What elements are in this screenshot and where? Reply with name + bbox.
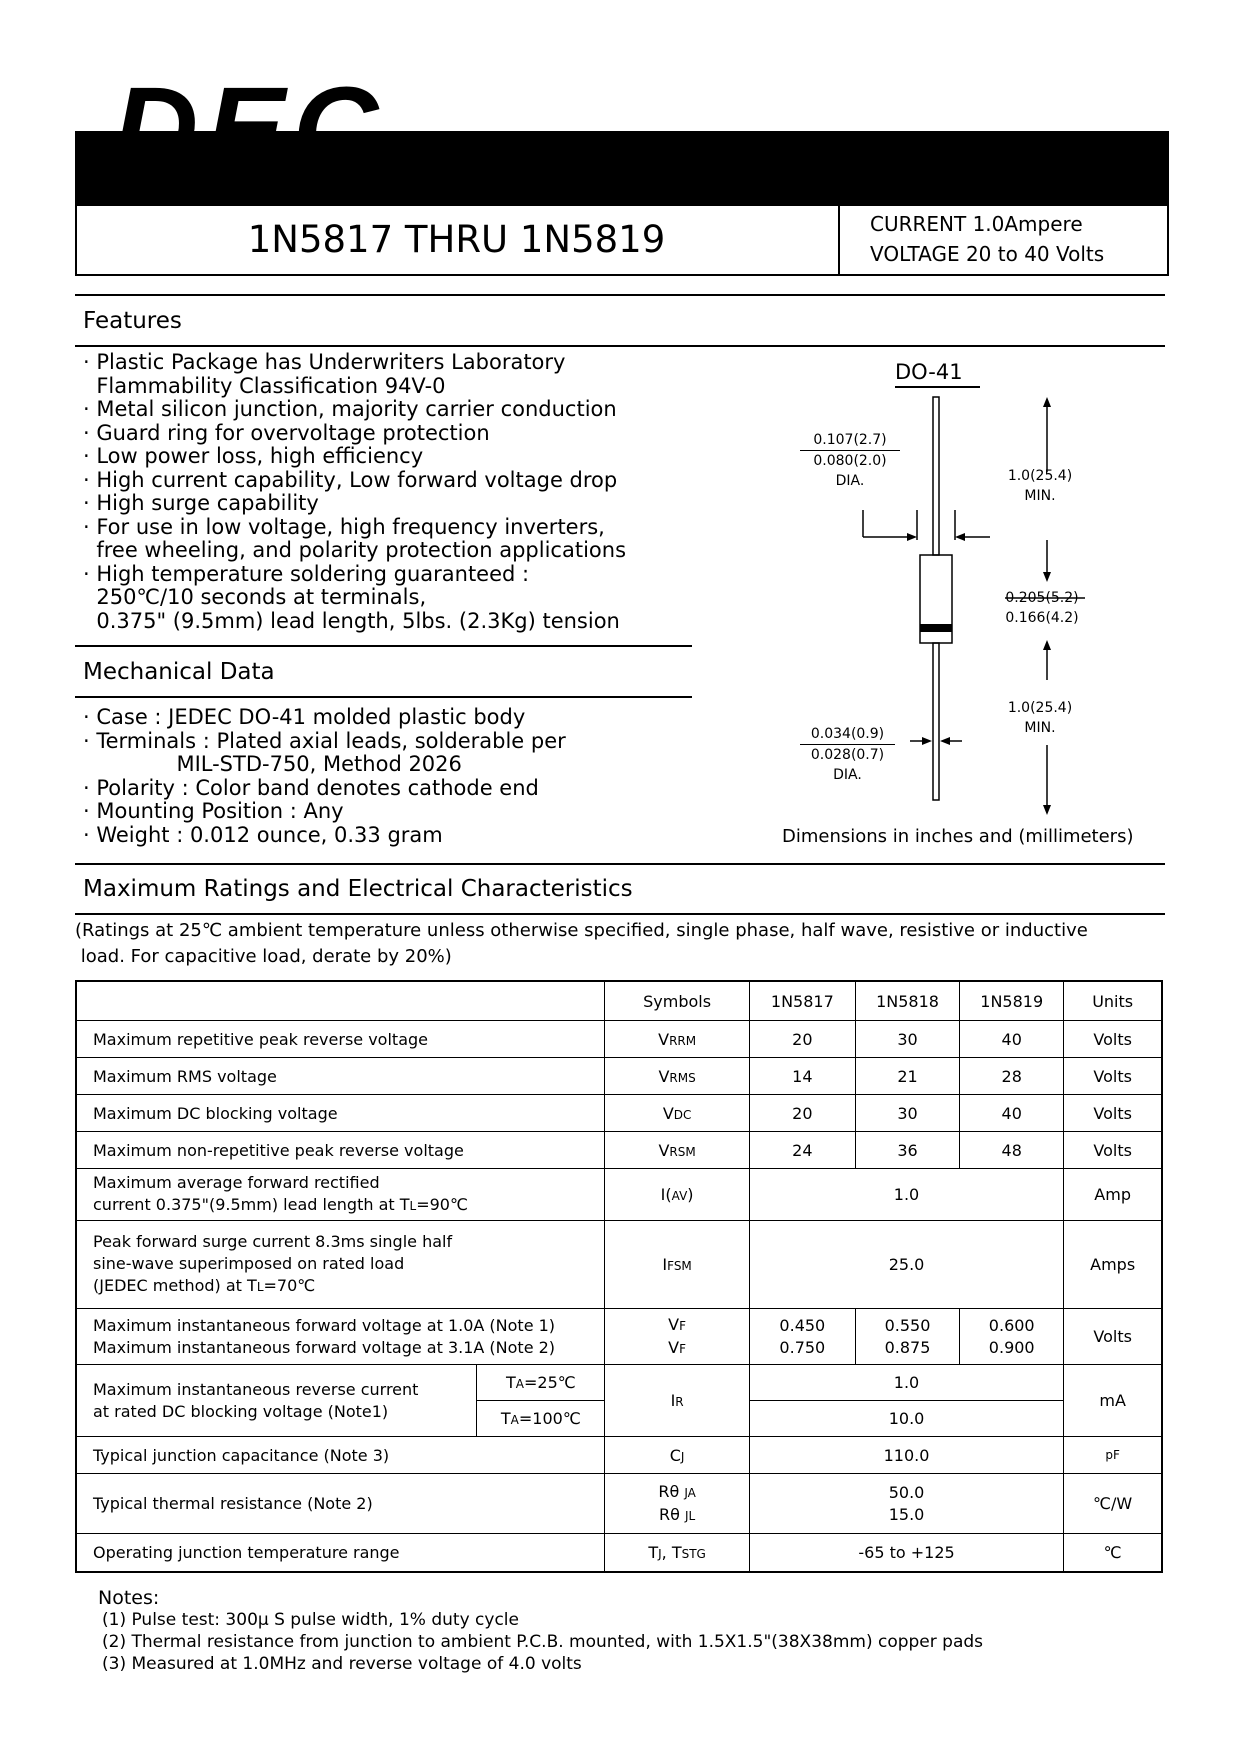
- table-row: Maximum average forward rectified current 0.375"(9.5mm) lead length at TL=90℃ I(AV) 1.0 Amp: [76, 1169, 1162, 1221]
- divider: [75, 345, 1165, 347]
- dim-top-lead-length: 1.0(25.4) MIN.: [1007, 468, 1073, 504]
- col-1n5817: 1N5817: [749, 981, 855, 1021]
- list-item: · Plastic Package has Underwriters Laboratory: [83, 350, 566, 374]
- list-item: · Weight : 0.012 ounce, 0.33 gram: [83, 822, 443, 847]
- mechanical-list: [83, 706, 566, 847]
- features-title: Features: [83, 308, 182, 334]
- list-item: Flammability Classification 94V-0: [83, 373, 446, 398]
- list-item: · For use in low voltage, high frequency inverters,: [83, 514, 605, 539]
- dim-wire-dia: 0.034(0.9) 0.028(0.7) DIA.: [800, 724, 895, 785]
- divider: [75, 294, 1165, 296]
- dim-body-length: 0.205(5.2) 0.166(4.2): [1005, 590, 1079, 626]
- ratings-title: Maximum Ratings and Electrical Characteristics: [83, 876, 633, 902]
- list-item: · Metal silicon junction, majority carrier conduction: [83, 397, 617, 421]
- table-row: Maximum instantaneous forward voltage at 1.0A (Note 1) Maximum instantaneous forward voltage at 3.1A (Note 2) VF VF 0.450 0.750 0.550 0.875 0.600 0.900 Volts: [76, 1309, 1162, 1365]
- dim-bottom-lead-length: 1.0(25.4) MIN.: [1007, 700, 1073, 736]
- ratings-note: (Ratings at 25℃ ambient temperature unless otherwise specified, single phase, half wave, resistive or inductive load. For capacitive load, derate by 20%): [75, 920, 1088, 967]
- part-title: 1N5817 THRU 1N5819: [247, 218, 666, 261]
- ratings-table: [75, 980, 1163, 1573]
- table-row: Peak forward surge current 8.3ms single half sine-wave superimposed on rated load (JEDEC method) at TL=70℃ IFSM 25.0 Amps: [76, 1221, 1162, 1309]
- divider: [75, 696, 692, 698]
- table-row: Typical thermal resistance (Note 2) Rθ JA Rθ JL 50.0 15.0 ℃/W: [76, 1474, 1162, 1534]
- top-lead: [933, 397, 939, 555]
- table-row: Maximum DC blocking voltage VDC 20 30 40 Volts: [76, 1095, 1162, 1132]
- list-item: · Low power loss, high efficiency: [83, 444, 424, 468]
- note-1: (1) Pulse test: 300μ S pulse width, 1% duty cycle: [102, 1610, 519, 1630]
- divider: [75, 863, 1165, 865]
- list-item: · Polarity : Color band denotes cathode end: [83, 775, 539, 800]
- col-units: Units: [1064, 981, 1162, 1021]
- list-item: · Mounting Position : Any: [83, 799, 344, 823]
- cathode-band: [920, 624, 952, 632]
- list-item: · Terminals : Plated axial leads, solderable per: [83, 728, 566, 753]
- list-item: MIL-STD-750, Method 2026: [83, 752, 462, 776]
- table-row: Maximum repetitive peak reverse voltage VRRM 20 30 40 Volts: [76, 1021, 1162, 1058]
- col-1n5819: 1N5819: [960, 981, 1064, 1021]
- list-item: · Guard ring for overvoltage protection: [83, 420, 490, 445]
- list-item: free wheeling, and polarity protection applications: [83, 538, 627, 562]
- note-3: (3) Measured at 1.0MHz and reverse voltage of 4.0 volts: [102, 1654, 582, 1674]
- dim-lead-dia: 0.107(2.7) 0.080(2.0) DIA.: [800, 430, 900, 491]
- table-row: Operating junction temperature range TJ, TSTG -65 to +125 ℃: [76, 1534, 1162, 1572]
- diagram-caption: Dimensions in inches and (millimeters): [782, 826, 1134, 847]
- list-item: · High surge capability: [83, 491, 319, 515]
- note-2: (2) Thermal resistance from junction to ambient P.C.B. mounted, with 1.5X1.5"(38X38mm) copper pads: [102, 1632, 984, 1652]
- mechanical-title: Mechanical Data: [83, 659, 275, 685]
- list-item: · Case : JEDEC DO-41 molded plastic body: [83, 705, 526, 729]
- list-item: · High current capability, Low forward voltage drop: [83, 467, 618, 492]
- notes: [98, 1587, 983, 1675]
- list-item: 250℃/10 seconds at terminals,: [83, 585, 427, 609]
- divider: [75, 913, 1165, 915]
- table-header-row: [76, 981, 1162, 1021]
- col-symbols: Symbols: [605, 981, 749, 1021]
- list-item: 0.375" (9.5mm) lead length, 5lbs. (2.3Kg) tension: [83, 608, 620, 633]
- list-item: · High temperature soldering guaranteed :: [83, 561, 530, 586]
- title-divider: [838, 206, 840, 276]
- divider: [75, 645, 692, 647]
- col-1n5818: 1N5818: [855, 981, 959, 1021]
- dec-logo: DEC: [113, 63, 387, 195]
- notes-title: Notes:: [98, 1587, 160, 1609]
- spec-voltage: VOLTAGE 20 to 40 Volts: [870, 242, 1105, 266]
- table-row: Maximum instantaneous reverse current at rated DC blocking voltage (Note1) TA=25℃ IR 1.0 mA: [76, 1365, 1162, 1401]
- features-list: [83, 351, 626, 633]
- table-row: Typical junction capacitance (Note 3) CJ 110.0 pF: [76, 1437, 1162, 1474]
- table-row: TA=100℃ 10.0: [76, 1401, 1162, 1437]
- spec-current: CURRENT 1.0Ampere: [870, 212, 1083, 236]
- bottom-lead: [933, 643, 939, 800]
- table-row: Maximum RMS voltage VRMS 14 21 28 Volts: [76, 1058, 1162, 1095]
- table-row: Maximum non-repetitive peak reverse voltage VRSM 24 36 48 Volts: [76, 1132, 1162, 1169]
- package-label: DO-41: [895, 360, 963, 384]
